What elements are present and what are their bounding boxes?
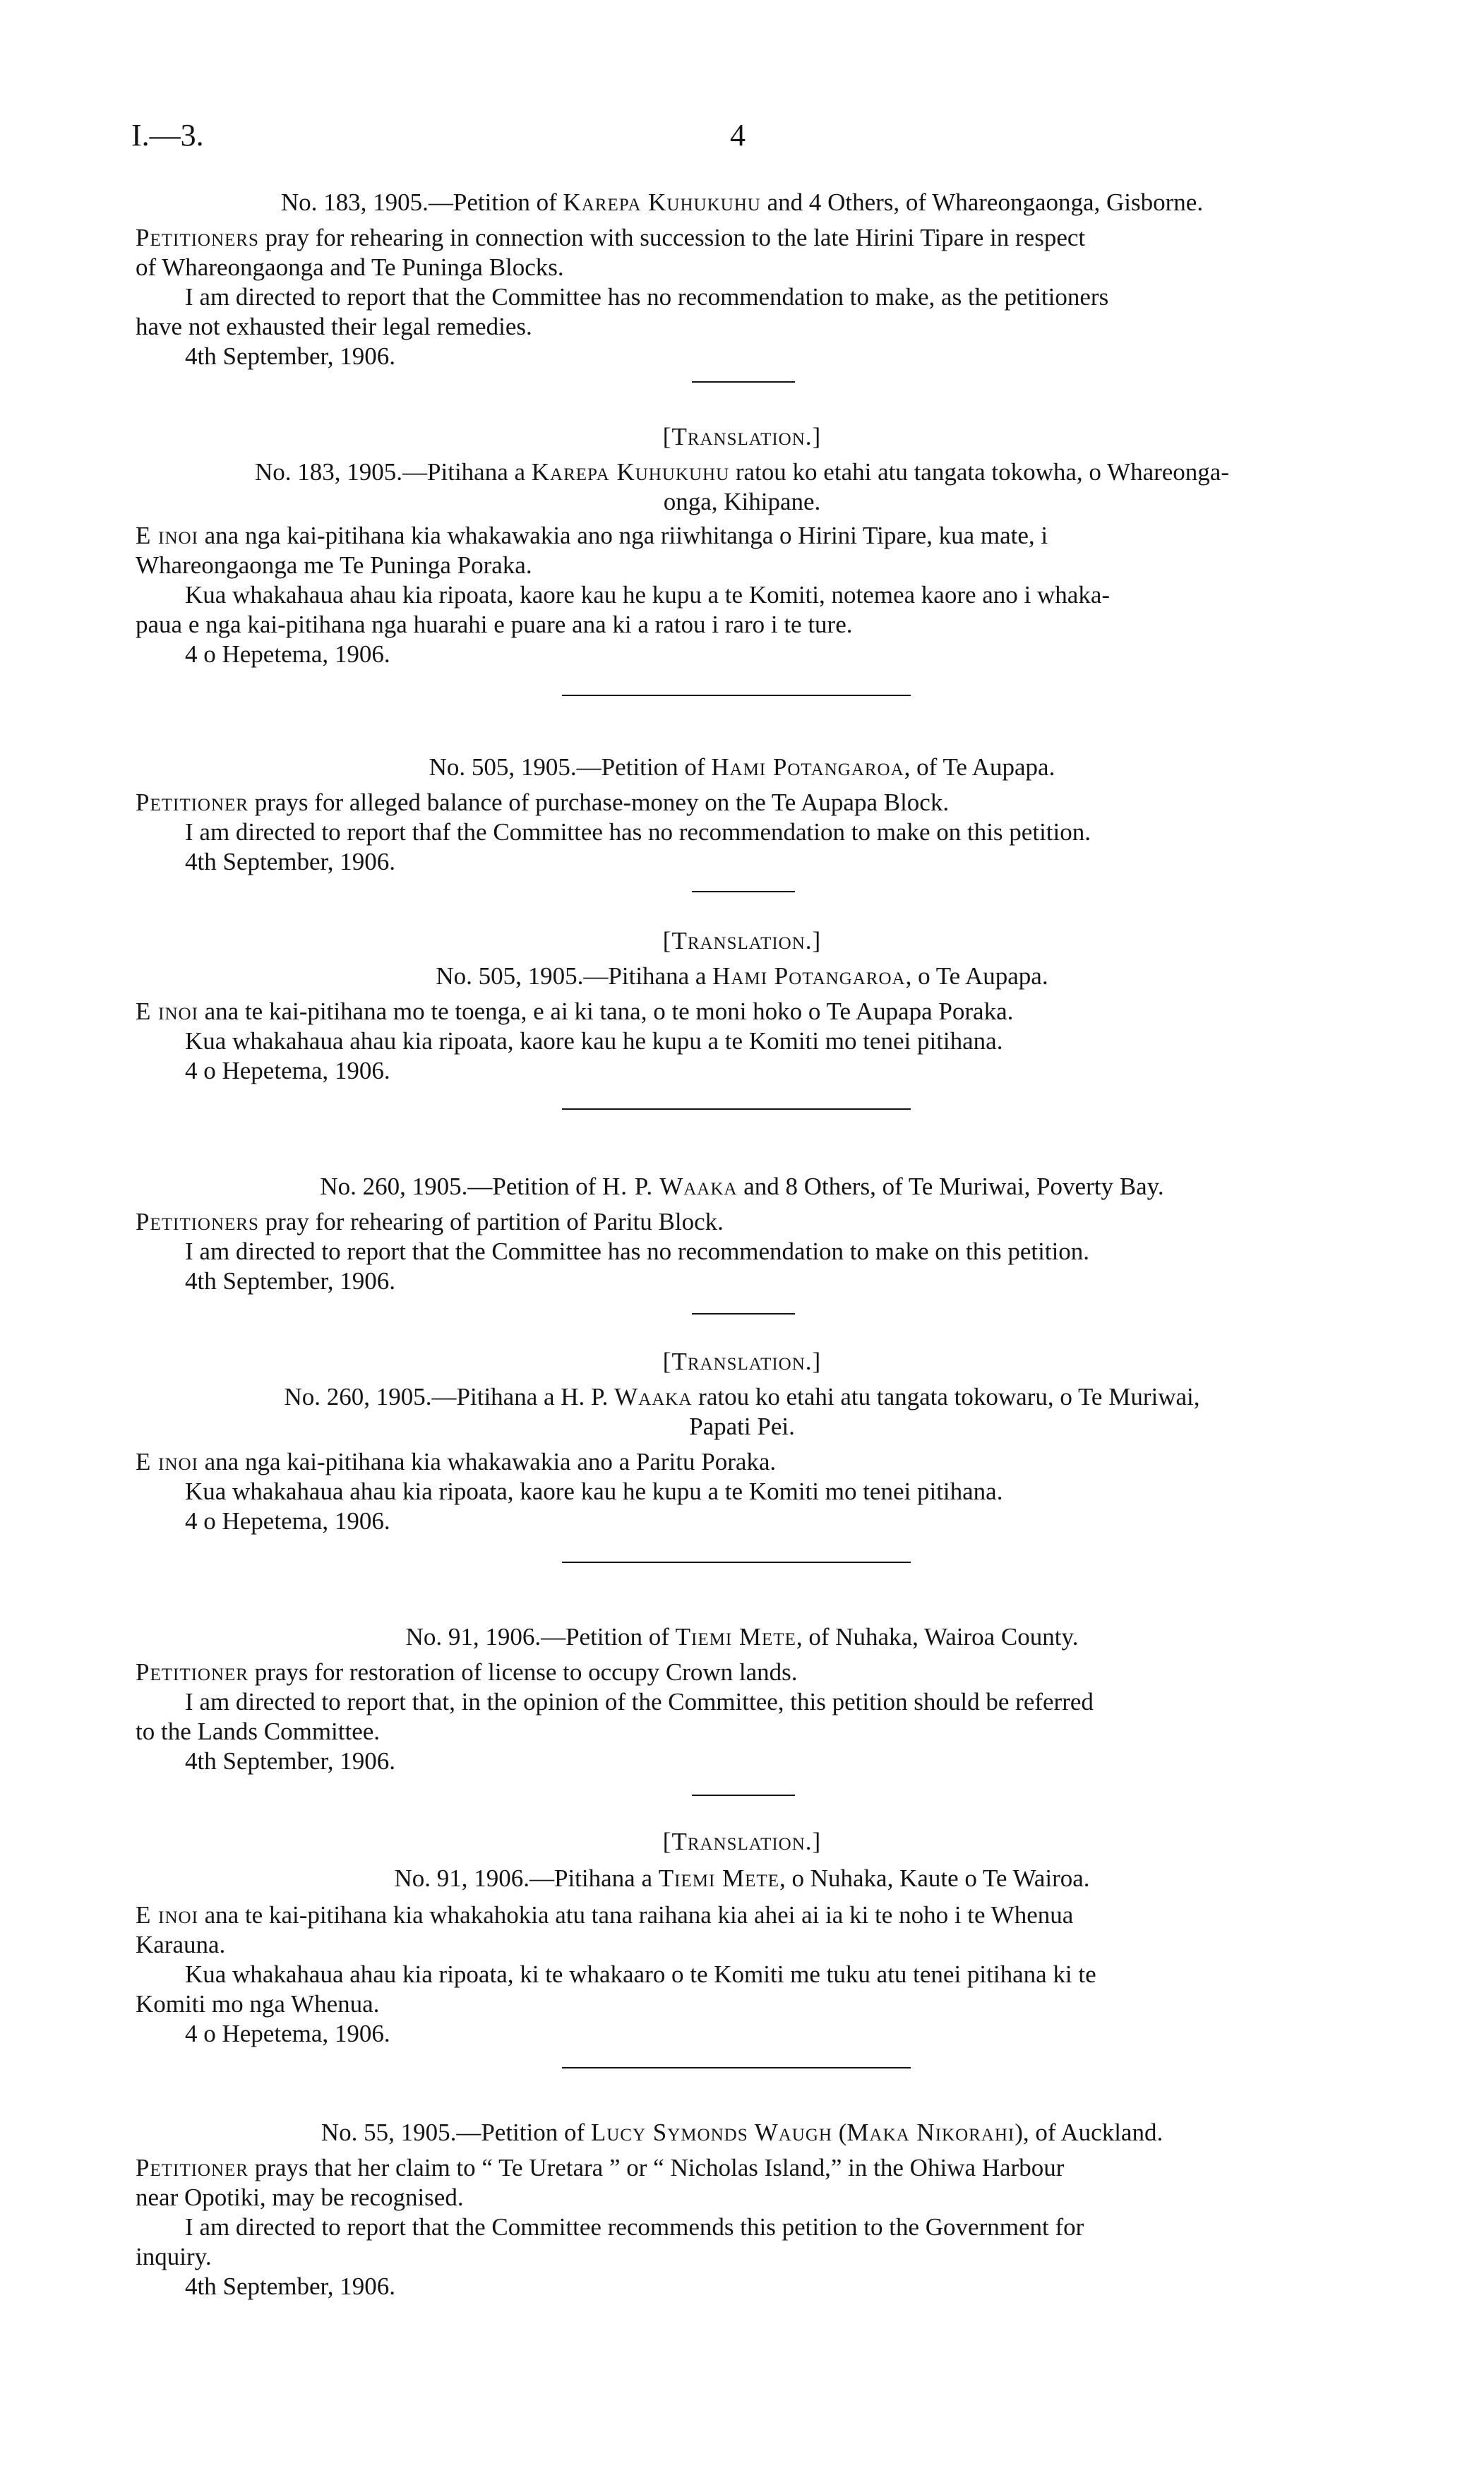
short-divider [692, 891, 795, 892]
report-text: Kua whakahaua ahau kia ripoata, kaore kau he kupu a te Komiti, notemea kaore ano i whaka- [185, 581, 1111, 609]
translation-label: [Translation.] [662, 1348, 822, 1375]
translation-title-text: Papati Pei. [689, 1413, 795, 1440]
body-text: prays for restoration of license to occupy Crown lands. [248, 1658, 798, 1686]
petition-body [136, 223, 1348, 371]
petition-title-text: No. 55, 1905.—Petition of [321, 2119, 591, 2146]
report-text: I am directed to report that, in the opinion of the Committee, this petition should be referred [185, 1688, 1094, 1715]
translation-label: [Translation.] [662, 1828, 822, 1855]
petition-title-text: and 8 Others, of Te Muriwai, Poverty Bay. [737, 1173, 1164, 1200]
report-text: Kua whakahaua ahau kia ripoata, kaore kau he kupu a te Komiti mo tenei pitihana. [185, 1478, 1003, 1505]
petition-title [136, 188, 1348, 217]
body-lead: E inoi [136, 1901, 198, 1929]
body-text: ana te kai-pitihana kia whakahokia atu tana raihana kia ahei ai ia ki te noho i te Whenua [198, 1901, 1074, 1929]
petition-title-text: No. 183, 1905.—Petition of [280, 188, 563, 216]
body-text: near Opotiki, may be recognised. [136, 2184, 464, 2211]
translation-title-text: No. 505, 1905.—Pitihana a [436, 962, 713, 990]
body-lead: E inoi [136, 998, 198, 1025]
translation-label: [Translation.] [662, 927, 822, 954]
petition-body [136, 1207, 1348, 1296]
translation-title-text: ratou ko etahi atu tangata tokowaru, o Te Muriwai, [692, 1383, 1200, 1411]
body-text: of Whareongaonga and Te Puninga Blocks. [136, 253, 564, 281]
body-text: ana nga kai-pitihana kia whakawakia ano nga riiwhitanga o Hirini Tipare, kua mate, i [198, 522, 1048, 549]
translation-title-text: No. 183, 1905.—Pitihana a [255, 458, 532, 486]
body-lead: E inoi [136, 522, 198, 549]
translation-title-text: , o Te Aupapa. [905, 962, 1048, 990]
petitioner-name: Karepa Kuhukuhu [531, 458, 730, 486]
translation-title [136, 457, 1348, 517]
report-text: to the Lands Committee. [136, 1718, 381, 1745]
body-lead: Petitioners [136, 1208, 259, 1235]
body-lead: Petitioner [136, 2154, 249, 2181]
translation-title-text: , o Nuhaka, Kaute o Te Wairoa. [779, 1864, 1090, 1892]
petitioner-name: Karepa Kuhukuhu [563, 188, 761, 216]
report-text: I am directed to report that the Committee has no recommendation to make on this petition. [185, 1238, 1090, 1265]
translation-title-text: ratou ko etahi atu tangata tokowha, o Whareonga- [729, 458, 1229, 486]
petitioner-name: H. P. Waaka [602, 1173, 738, 1200]
petition-body [136, 2153, 1348, 2301]
petition-title-text: No. 260, 1905.—Petition of [320, 1173, 602, 1200]
petition-title-text: , of Te Aupapa. [904, 753, 1055, 781]
translation-title-text: No. 260, 1905.—Pitihana a H. P. [284, 1383, 615, 1411]
body-text: Whareongaonga me Te Puninga Poraka. [136, 551, 532, 579]
paper-reference: I.—3. [131, 118, 204, 152]
translation-body [136, 521, 1348, 669]
petition-title [136, 753, 1348, 782]
report-text: Komiti mo nga Whenua. [136, 1990, 380, 2018]
report-text: Kua whakahaua ahau kia ripoata, kaore kau he kupu a te Komiti mo tenei pitihana. [185, 1027, 1003, 1055]
petition-title [136, 1172, 1348, 1202]
short-divider [692, 381, 795, 383]
section-divider [562, 1108, 911, 1110]
body-text: ana nga kai-pitihana kia whakawakia ano a Paritu Poraka. [198, 1448, 777, 1475]
short-divider [692, 1795, 795, 1796]
body-text: Karauna. [136, 1931, 226, 1958]
petition-title-text: No. 505, 1905.—Petition of [429, 753, 712, 781]
petitioner-name: Tiemi Mete [658, 1864, 779, 1892]
translation-body [136, 997, 1348, 1086]
petition-title [136, 1622, 1348, 1652]
petition-title [136, 2118, 1348, 2148]
petition-title-text: ), of Auckland. [1015, 2119, 1163, 2146]
petition-body [136, 1658, 1348, 1776]
petition-title-text: and 4 Others, of Whareongaonga, Gisborne. [760, 188, 1204, 216]
petitioner-name: Lucy Symonds Waugh [590, 2119, 832, 2146]
body-text: prays that her claim to “ Te Uretara ” or “ Nicholas Island,” in the Ohiwa Harbour [248, 2154, 1065, 2181]
petition-title-text: ( [832, 2119, 847, 2146]
short-divider [692, 1313, 795, 1315]
translation-label: [Translation.] [662, 423, 822, 450]
section-divider [562, 695, 911, 696]
petitioner-name: Hami Potangaroa [711, 753, 904, 781]
report-date: 4 o Hepetema, 1906. [185, 1057, 390, 1084]
report-text: I am directed to report thaf the Committee has no recommendation to make on this petition. [185, 818, 1091, 846]
report-date: 4th September, 1906. [185, 2273, 395, 2300]
translation-title-text: No. 91, 1906.—Pitihana a [394, 1864, 659, 1892]
report-date: 4th September, 1906. [185, 1267, 395, 1295]
body-text: pray for rehearing of partition of Paritu Block. [258, 1208, 724, 1235]
report-text: paua e nga kai-pitihana nga huarahi e puare ana ki a ratou i raro i te ture. [136, 611, 853, 638]
translation-title [136, 1382, 1348, 1442]
petition-title-text: No. 91, 1906.—Petition of [405, 1623, 676, 1651]
body-text: ana te kai-pitihana mo te toenga, e ai ki tana, o te moni hoko o Te Aupapa Poraka. [198, 998, 1014, 1025]
body-text: prays for alleged balance of purchase-money on the Te Aupapa Block. [248, 789, 950, 816]
translation-title [136, 1864, 1348, 1893]
report-date: 4th September, 1906. [185, 848, 395, 875]
translation-body [136, 1900, 1348, 2049]
report-date: 4th September, 1906. [185, 1747, 395, 1775]
petition-title-text: , of Nuhaka, Wairoa County. [796, 1623, 1079, 1651]
petitioner-name: Hami Potangaroa [712, 962, 906, 990]
report-text: I am directed to report that the Committee recommends this petition to the Government for [185, 2213, 1084, 2241]
report-date: 4th September, 1906. [185, 342, 395, 370]
body-lead: E inoi [136, 1448, 198, 1475]
report-text: have not exhausted their legal remedies. [136, 313, 532, 340]
body-lead: Petitioner [136, 789, 249, 816]
petitioner-maori-name: Maka Nikorahi [846, 2119, 1015, 2146]
section-divider [562, 2067, 911, 2068]
petitioner-name: Waaka [614, 1383, 693, 1411]
translation-title-text: onga, Kihipane. [663, 488, 821, 515]
page-number: 4 [730, 118, 746, 152]
body-lead: Petitioner [136, 1658, 249, 1686]
report-text: I am directed to report that the Committee has no recommendation to make, as the petitioners [185, 283, 1109, 311]
translation-title [136, 962, 1348, 991]
body-lead: Petitioners [136, 224, 259, 251]
report-text: Kua whakahaua ahau kia ripoata, ki te whakaaro o te Komiti me tuku atu tenei pitihana ki te [185, 1960, 1096, 1988]
petition-body [136, 788, 1348, 877]
section-divider [562, 1562, 911, 1563]
body-text: pray for rehearing in connection with succession to the late Hirini Tipare in respect [258, 224, 1086, 251]
report-date: 4 o Hepetema, 1906. [185, 640, 390, 668]
translation-body [136, 1447, 1348, 1536]
report-date: 4 o Hepetema, 1906. [185, 1507, 390, 1535]
report-date: 4 o Hepetema, 1906. [185, 2020, 390, 2047]
petitioner-name: Tiemi Mete [675, 1623, 796, 1651]
report-text: inquiry. [136, 2243, 212, 2270]
